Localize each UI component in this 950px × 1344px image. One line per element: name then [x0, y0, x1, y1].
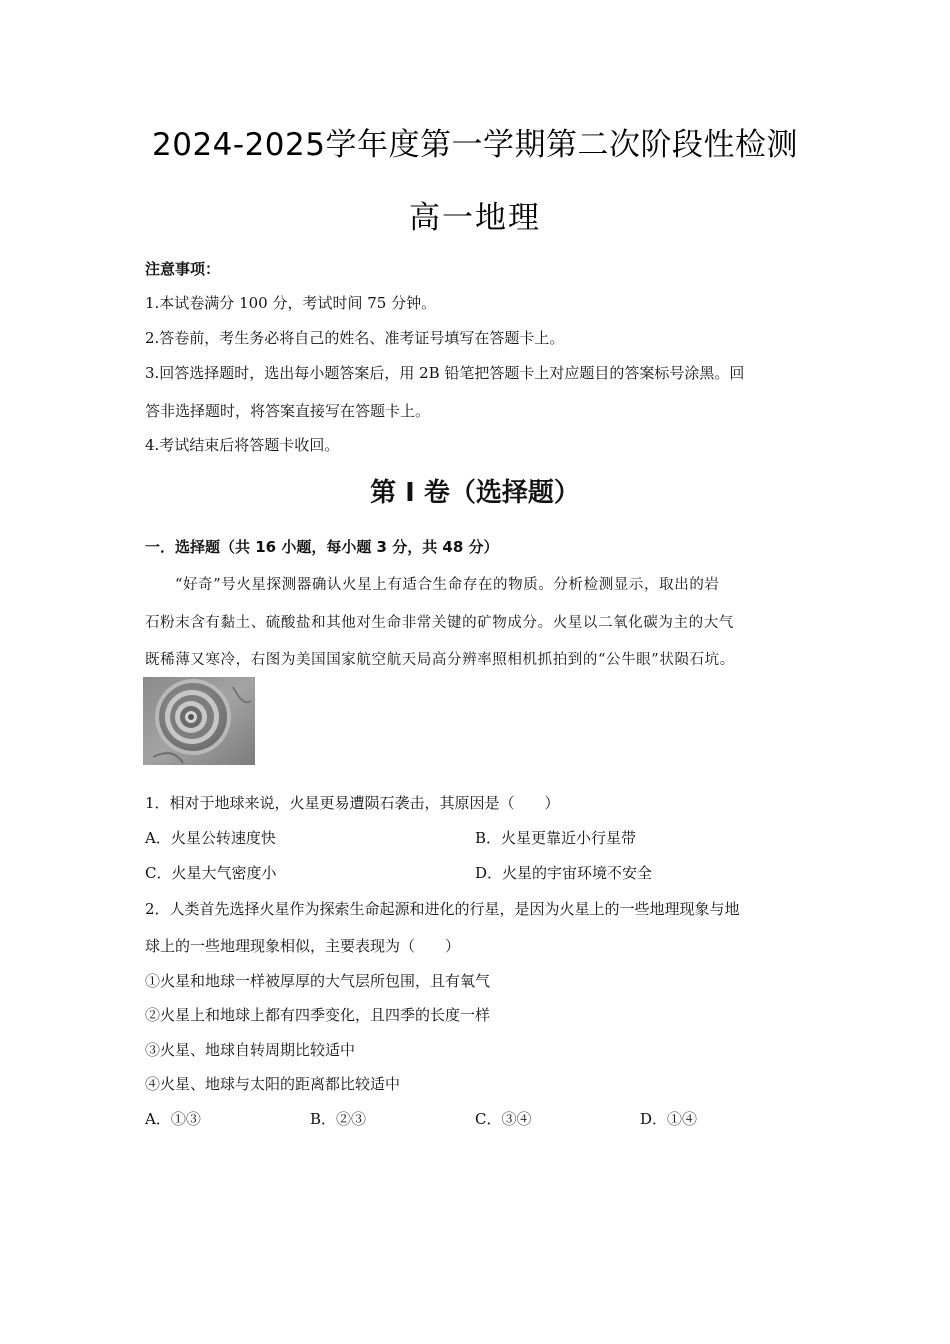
notice-item: 1.本试卷满分 100 分，考试时间 75 分钟。 [145, 294, 437, 312]
section-title: 第 I 卷（选择题） [370, 478, 580, 508]
part-heading: 一．选择题（共 16 小题，每小题 3 分，共 48 分） [145, 538, 499, 556]
question-1-option-d[interactable]: D．火星的宇宙环境不安全 [475, 864, 653, 882]
question-2-stem: 球上的一些地理现象相似，主要表现为（ ） [145, 937, 461, 955]
notice-heading: 注意事项： [145, 260, 221, 278]
question-2-option-d[interactable]: D．①④ [640, 1110, 698, 1128]
question-2-option-a[interactable]: A．①③ [145, 1110, 201, 1128]
passage-line: 既稀薄又寒冷，右图为美国国家航空航天局高分辨率照相机抓拍到的“公牛眼”状陨石坑。 [145, 652, 735, 668]
question-2-statement: ③火星、地球自转周期比较适中 [145, 1041, 356, 1059]
question-1-option-b[interactable]: B．火星更靠近小行星带 [475, 829, 637, 847]
exam-subtitle: 高一地理 [409, 200, 541, 236]
question-1-stem: 1．相对于地球来说，火星更易遭陨石袭击，其原因是（ ） [145, 794, 560, 812]
crater-image [143, 677, 255, 765]
question-2-statement: ④火星、地球与太阳的距离都比较适中 [145, 1075, 401, 1093]
passage-line: 石粉末含有黏土、硫酸盐和其他对生命非常关键的矿物成分。火星以二氧化碳为主的大气 [145, 615, 734, 631]
question-2-statement: ②火星上和地球上都有四季变化，且四季的长度一样 [145, 1006, 491, 1024]
question-2-option-b[interactable]: B．②③ [310, 1110, 367, 1128]
exam-title: 2024-2025学年度第一学期第二次阶段性检测 [152, 127, 798, 163]
question-1-option-c[interactable]: C．火星大气密度小 [145, 864, 277, 882]
question-2-option-c[interactable]: C．③④ [475, 1110, 532, 1128]
notice-item: 3.回答选择题时，选出每小题答案后，用 2B 铅笔把答题卡上对应题目的答案标号涂黑。回 [145, 364, 745, 382]
notice-item: 答非选择题时，将答案直接写在答题卡上。 [145, 402, 431, 420]
passage-line: “好奇”号火星探测器确认火星上有适合生命存在的物质。分析检测显示，取出的岩 [175, 577, 720, 593]
notice-item: 4.考试结束后将答题卡收回。 [145, 436, 340, 454]
question-1-option-a[interactable]: A．火星公转速度快 [145, 829, 276, 847]
notice-item: 2.答卷前，考生务必将自己的姓名、准考证号填写在答题卡上。 [145, 329, 565, 347]
question-2-stem: 2．人类首先选择火星作为探索生命起源和进化的行星，是因为火星上的一些地理现象与地 [145, 900, 740, 918]
question-2-statement: ①火星和地球一样被厚厚的大气层所包围，且有氧气 [145, 972, 491, 990]
